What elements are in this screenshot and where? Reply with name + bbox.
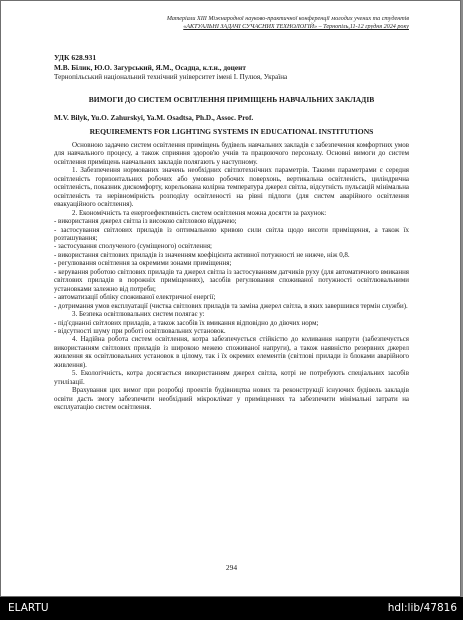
body-paragraph: - застосування сполученого (суміщеного) освітлення;	[54, 242, 212, 251]
body-paragraph: 5. Екологічність, котра досягається використанням джерел світла, котрі не потребують спеціальних засобів утилізації.	[54, 369, 409, 386]
body-paragraph: 1. Забезпечення нормованих значень необхідних світлотехнічних параметрів. Такими параметрами є середня освітленість горизонтальних робочих або умовно робочих поверхонь, вертикальна освітленість, циліндрична освітленість, показник дискомфорту, корельована колірна температура джерел світла, відсутність пульсацій мінімальна освітленість та нерівномірність розподілу освітленості на рівні підлоги (для систем аварійного освітлення евакуаційного освітлення).	[54, 166, 409, 209]
body-paragraph: - відсутності шуму при роботі освітлювальних установок.	[54, 326, 226, 335]
affiliation: Тернопільський національний технічний університет імені І. Пулюя, Україна	[54, 73, 288, 81]
title-en: REQUIREMENTS FOR LIGHTING SYSTEMS IN EDUCATIONAL INSTITUTIONS	[89, 127, 374, 136]
repository-name: ELARTU	[8, 602, 49, 614]
body-paragraph: Основною задачею систем освітлення приміщень будівель навчальних закладів є забезпечення комфортних умов для навчального процесу, а також сприяння здоров'ю учнів та працюючого персоналу. Основні вимоги до систем освітлення приміщень навчальних закладів полягають у наступному.	[54, 141, 409, 166]
body-paragraph: - застосування світлових приладів із оптимальною кривою сили світла щодо висоти приміщення, а також їх розташування;	[54, 225, 409, 242]
body-paragraph: - автоматизації обліку споживаної електричної енергії;	[54, 293, 216, 302]
title-ua: ВИМОГИ ДО СИСТЕМ ОСВІТЛЕННЯ ПРИМІЩЕНЬ НАВЧАЛЬНИХ ЗАКЛАДІВ	[88, 95, 375, 104]
running-header-line-2: «АКТУАЛЬНІ ЗАДАЧІ СУЧАСНИХ ТЕХНОЛОГІЙ» – Тернопіль,11-12 грудня 2024 року	[183, 24, 409, 30]
body-paragraph: - керування роботою світлових приладів та джерел світла із застосуванням датчиків руху (для автоматичного вмикання світлових приладів в порожніх приміщеннях), засобів регулювання споживаної потужності освітлювальними установками залежно від потреби;	[54, 267, 409, 293]
paper-page	[54, 15, 409, 595]
udk-code: УДК 628.931	[54, 53, 97, 62]
body-paragraph: 3. Безпека освітлювальних систем полягає у:	[72, 310, 205, 319]
page-frame	[1, 1, 460, 596]
body-paragraph: Врахування цих вимог при розробці проектів будівництва нових та реконструкції існуючих будівель закладів освіти дасть змогу забезпечити необхідний мікроклімат у приміщеннях та забезпечити мінімальні затрати на експлуатацію систем освітлення.	[54, 386, 409, 412]
body-paragraph: - дотримання умов експлуатації (чистка світлових приладів та заміна джерел світла, в яких завершився термін служби).	[54, 301, 408, 310]
handle-id[interactable]: hdl:lib/47816	[387, 602, 457, 614]
authors-ua: М.В. Білик, Ю.О. Загурський, Я.М., Осадца, к.т.н., доцент	[54, 63, 246, 72]
authors-en: M.V. Bilyk, Yu.O. Zahurskyi, Ya.M. Osadtsa, Ph.D., Assoc. Prof.	[54, 113, 254, 122]
article-body	[54, 141, 409, 412]
running-header	[54, 15, 409, 31]
body-paragraph: - регулювання освітлення за окремими зонами приміщення;	[54, 259, 232, 268]
body-paragraph: - використання світлових приладів із значенням коефіцієнта активної потужності не нижче, ніж 0,8.	[54, 250, 350, 259]
body-paragraph: 2. Економічність та енергоефективність систем освітлення можна досягти за рахунок:	[72, 208, 327, 217]
body-paragraph: 4. Надійна робота систем освітлення, котра забезпечується стійкістю до коливання напруги (забезпечується використанням світлових приладів із широкою межею споживаної напруги), а також наявністю резервних джерел живлення як освітлювальних установок в цілому, так і їх окремих елементів (світлові прилади із блоками аварійного живлення).	[54, 335, 409, 369]
body-paragraph: - під'єднанні світлових приладів, а також засобів їх вмикання відповідно до діючих норм;	[54, 318, 319, 327]
repository-footer-bar	[0, 597, 463, 620]
page-number: 294	[225, 563, 238, 572]
running-header-line-1: Матеріали XIII Міжнародної науково-практичної конференції молодих учених та студентів	[166, 16, 409, 22]
body-paragraph: - використання джерел світла із високою світловою віддачею;	[54, 217, 237, 226]
